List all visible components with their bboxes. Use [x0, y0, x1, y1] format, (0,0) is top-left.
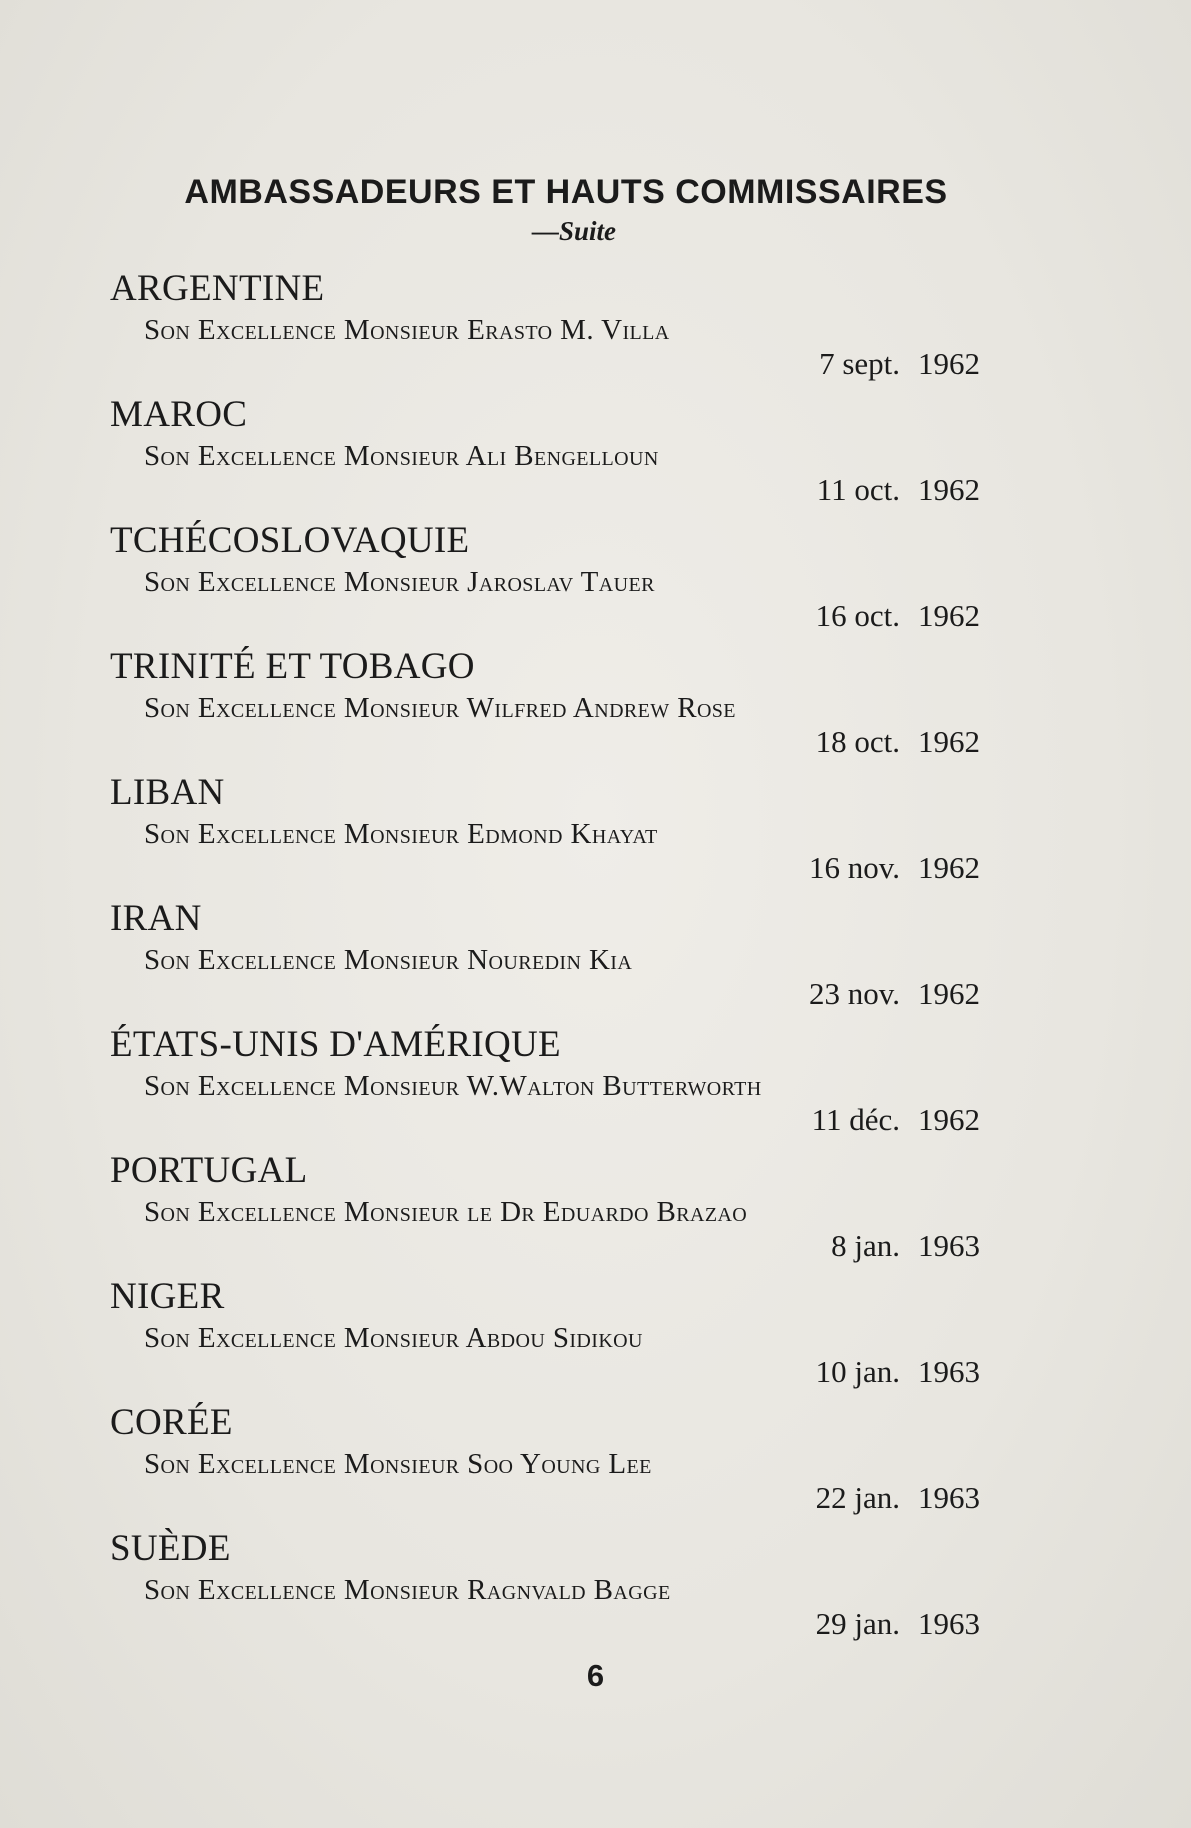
date-year: 1963 [918, 1354, 980, 1389]
date-year: 1963 [918, 1228, 980, 1263]
accreditation-date [817, 470, 980, 510]
accreditation-date [816, 1604, 980, 1644]
date-day: 8 jan. [831, 1228, 900, 1263]
list-item [110, 1402, 1022, 1528]
main-content [110, 170, 1022, 1654]
accreditation-date [812, 1100, 980, 1140]
country-name: TRINITÉ ET TOBAGO [110, 646, 475, 687]
list-item [110, 1528, 1022, 1654]
country-name: NIGER [110, 1276, 225, 1317]
ambassador-name: Son Excellence Monsieur Soo Young Lee [144, 1448, 652, 1480]
ambassador-name: Son Excellence Monsieur W.Walton Butterworth [144, 1070, 762, 1102]
date-day: 29 jan. [815, 1606, 900, 1641]
page-subtitle: —Suite [531, 216, 617, 246]
ambassador-name: Son Excellence Monsieur le Dr Eduardo Brazao [144, 1196, 748, 1228]
date-day: 7 sept. [819, 346, 900, 381]
date-day: 18 oct. [815, 724, 900, 759]
date-day: 22 jan. [815, 1480, 900, 1515]
accreditation-date [809, 848, 980, 888]
accreditation-date [816, 722, 980, 762]
page-number: 6 [586, 1658, 605, 1693]
date-year: 1962 [918, 472, 980, 507]
country-name: PORTUGAL [110, 1150, 308, 1191]
date-year: 1962 [918, 976, 980, 1011]
date-year: 1962 [918, 598, 980, 633]
country-name: SUÈDE [110, 1528, 231, 1569]
list-item [110, 646, 1022, 772]
accreditation-date [819, 344, 980, 384]
country-name: LIBAN [110, 772, 225, 813]
date-year: 1962 [918, 850, 980, 885]
accreditation-date [831, 1226, 980, 1266]
ambassador-name: Son Excellence Monsieur Wilfred Andrew Rose [144, 692, 736, 724]
accreditation-date [816, 596, 980, 636]
date-day: 23 nov. [809, 976, 900, 1011]
list-item [110, 1024, 1022, 1150]
accreditation-date [816, 1478, 980, 1518]
country-name: TCHÉCOSLOVAQUIE [110, 520, 470, 561]
ambassador-name: Son Excellence Monsieur Jaroslav Tauer [144, 566, 655, 598]
date-year: 1962 [918, 724, 980, 759]
date-year: 1962 [918, 1102, 980, 1137]
ambassador-name: Son Excellence Monsieur Erasto M. Villa [144, 314, 670, 346]
date-day: 10 jan. [815, 1354, 900, 1389]
list-item [110, 520, 1022, 646]
ambassador-name: Son Excellence Monsieur Ali Bengelloun [144, 440, 659, 472]
country-name: ÉTATS-UNIS D'AMÉRIQUE [110, 1024, 561, 1065]
list-item [110, 268, 1022, 394]
ambassador-name: Son Excellence Monsieur Ragnvald Bagge [144, 1574, 671, 1606]
date-year: 1963 [918, 1480, 980, 1515]
date-year: 1962 [918, 346, 980, 381]
ambassador-list [110, 268, 1022, 1654]
country-name: MAROC [110, 394, 248, 435]
country-name: ARGENTINE [110, 268, 325, 309]
country-name: IRAN [110, 898, 202, 939]
list-item [110, 1150, 1022, 1276]
date-year: 1963 [918, 1606, 980, 1641]
ambassador-name: Son Excellence Monsieur Abdou Sidikou [144, 1322, 643, 1354]
country-name: CORÉE [110, 1402, 233, 1443]
date-day: 16 oct. [815, 598, 900, 633]
date-day: 11 déc. [811, 1102, 900, 1137]
list-item [110, 898, 1022, 1024]
list-item [110, 394, 1022, 520]
ambassador-name: Son Excellence Monsieur Nouredin Kia [144, 944, 633, 976]
date-day: 11 oct. [816, 472, 900, 507]
list-item [110, 1276, 1022, 1402]
page-title: AMBASSADEURS ET HAUTS COMMISSAIRES [184, 173, 948, 211]
accreditation-date [816, 1352, 980, 1392]
list-item [110, 772, 1022, 898]
accreditation-date [809, 974, 980, 1014]
ambassador-name: Son Excellence Monsieur Edmond Khayat [144, 818, 658, 850]
date-day: 16 nov. [809, 850, 900, 885]
